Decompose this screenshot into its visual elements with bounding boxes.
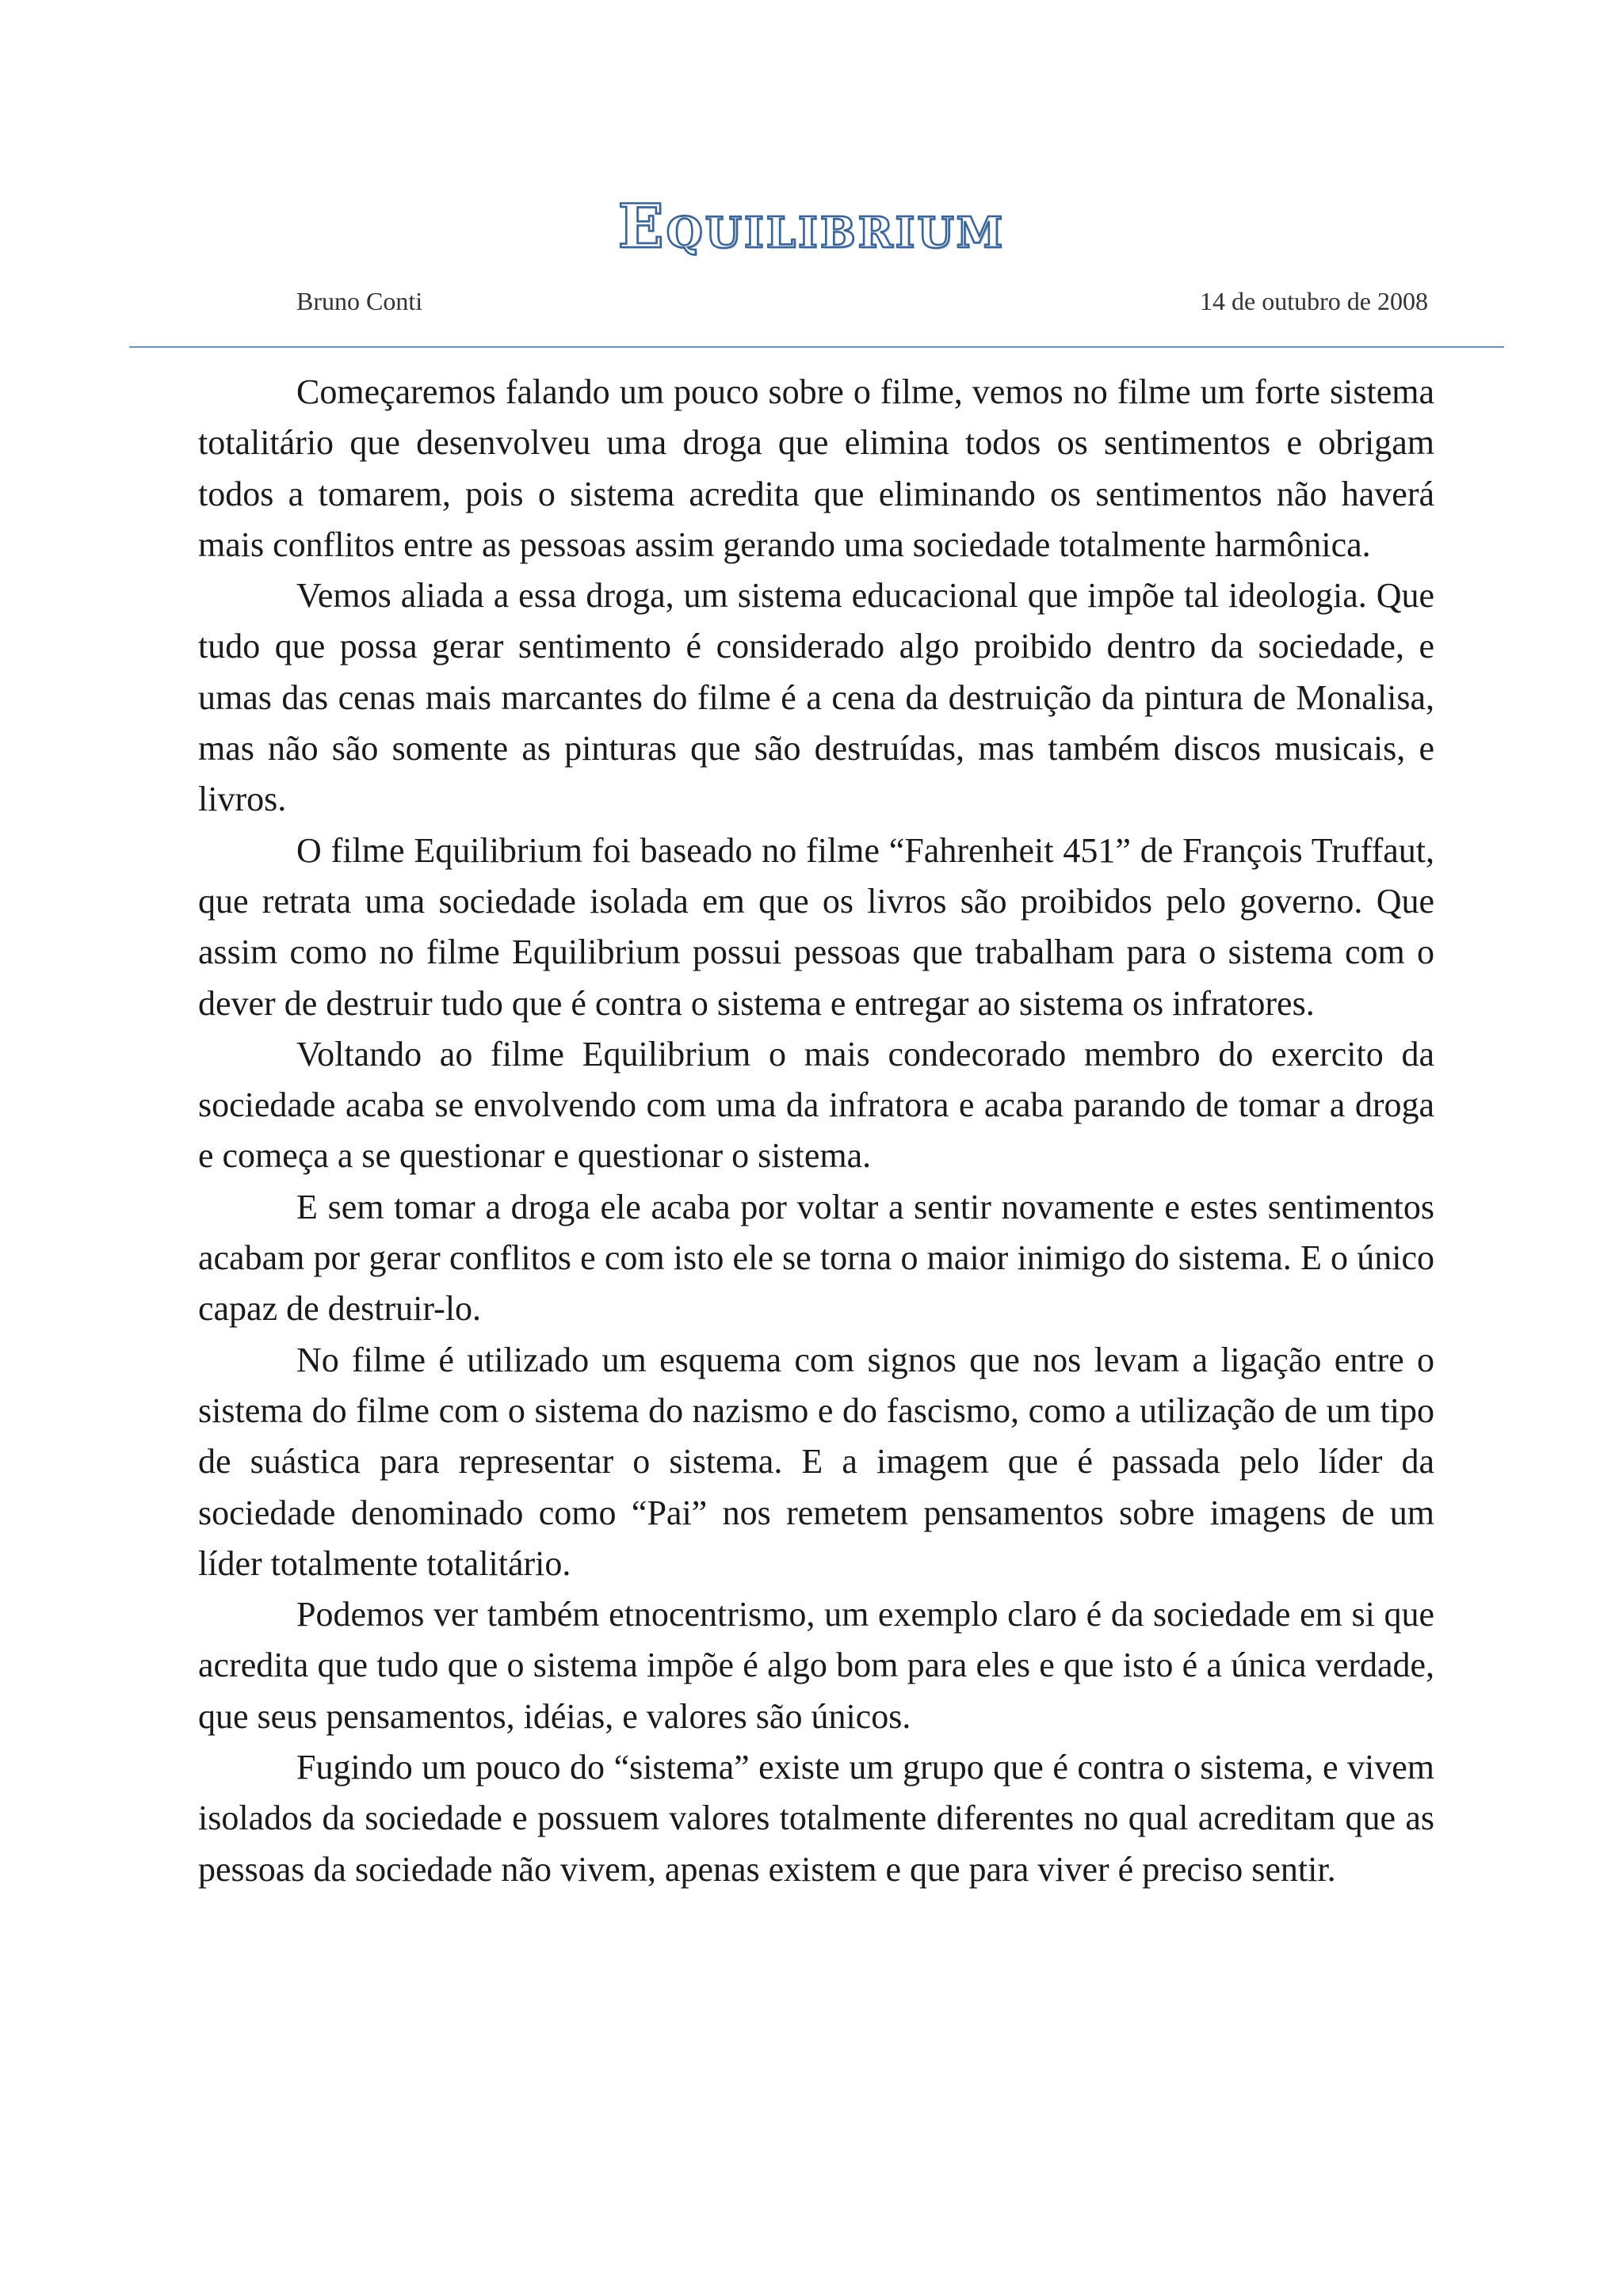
paragraph-4: Voltando ao filme Equilibrium o mais condecorado membro do exercito da sociedade acaba se envolvendo com uma da infratora e acaba parando de tomar a droga e começa a se questionar e questionar o sistema.	[198, 1034, 1434, 1176]
paragraph-2: Vemos aliada a essa droga, um sistema educacional que impõe tal ideologia. Que tudo que possa gerar sentimento é considerado algo proibido dentro da sociedade, e umas das cenas mais marcantes do filme é a cena da destruição da pintura de Monalisa, mas não são somente as pinturas que são destruídas, mas também discos musicais, e livros.	[198, 576, 1434, 819]
document-title: Equilibrium	[617, 191, 1006, 261]
document-body	[198, 367, 1434, 1895]
paragraph-6: No filme é utilizado um esquema com signos que nos levam a ligação entre o sistema do filme com o sistema do nazismo e do fascismo, como a utilização de um tipo de suástica para representar o sistema. E a imagem que é passada pelo líder da sociedade denominado como “Pai” nos remetem pensamentos sobre imagens de um líder totalmente totalitário.	[198, 1340, 1434, 1583]
paragraph-1: Começaremos falando um pouco sobre o filme, vemos no filme um forte sistema totalitário que desenvolveu uma droga que elimina todos os sentimentos e obrigam todos a tomarem, pois o sistema acredita que eliminando os sentimentos não haverá mais conflitos entre as pessoas assim gerando uma sociedade totalmente harmônica.	[198, 372, 1434, 564]
author-name: Bruno Conti	[296, 287, 423, 315]
header-divider	[129, 346, 1504, 348]
paragraph-8: Fugindo um pouco do “sistema” existe um grupo que é contra o sistema, e vivem isolados da sociedade e possuem valores totalmente diferentes no qual acreditam que as pessoas da sociedade não vivem, apenas existem e que para viver é preciso sentir.	[198, 1748, 1434, 1889]
paragraph-5: E sem tomar a droga ele acaba por voltar a sentir novamente e estes sentimentos acabam por gerar conflitos e com isto ele se torna o maior inimigo do sistema. E o único capaz de destruir-lo.	[198, 1187, 1434, 1329]
paragraph-3: O filme Equilibrium foi baseado no filme “Fahrenheit 451” de François Truffaut, que retrata uma sociedade isolada em que os livros são proibidos pelo governo. Que assim como no filme Equilibrium possui pessoas que trabalham para o sistema com o dever de destruir tudo que é contra o sistema e entregar ao sistema os infratores.	[198, 830, 1434, 1023]
document-date: 14 de outubro de 2008	[1200, 287, 1428, 315]
paragraph-7: Podemos ver também etnocentrismo, um exemplo claro é da sociedade em si que acredita que tudo que o sistema impõe é algo bom para eles e que isto é a única verdade, que seus pensamentos, idéias, e valores são únicos.	[198, 1595, 1434, 1736]
